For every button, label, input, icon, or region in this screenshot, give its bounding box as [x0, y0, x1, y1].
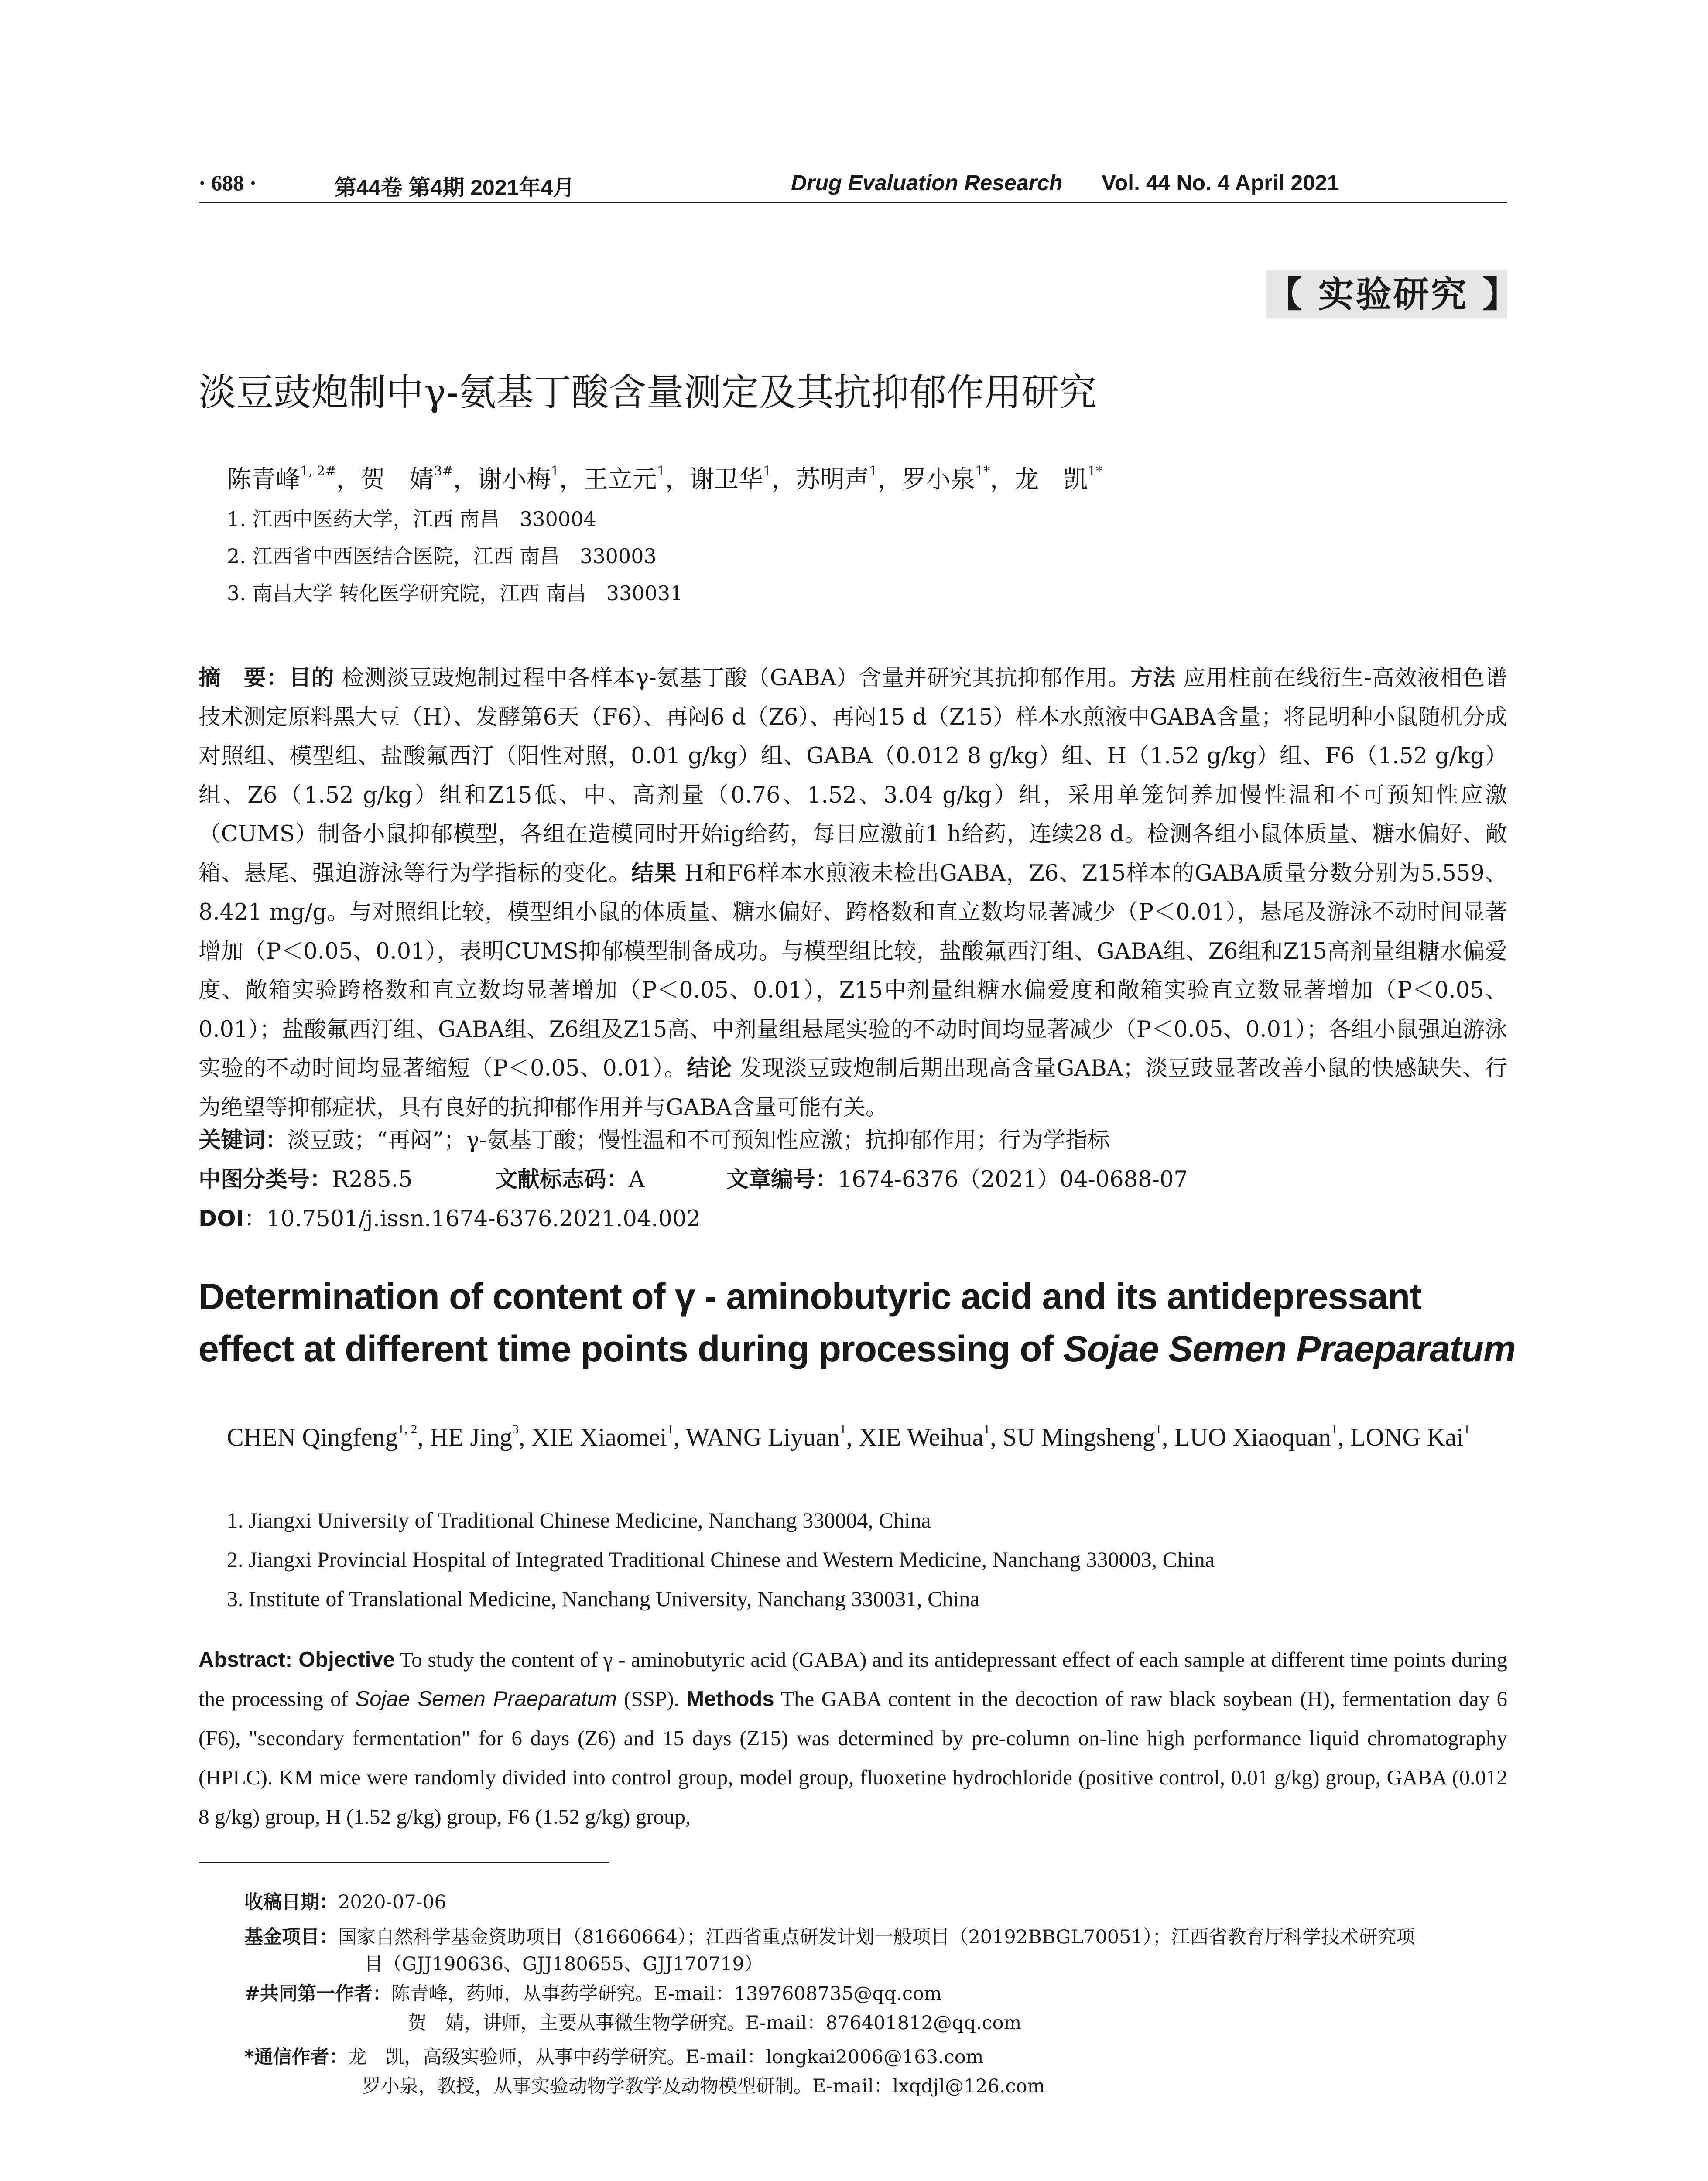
fund-label: 基金项目： — [244, 1926, 338, 1948]
journal-name: Drug Evaluation Research — [791, 171, 1063, 195]
author-sup: 1 — [763, 464, 771, 479]
author-sup: 1 — [667, 1422, 674, 1436]
keywords-label: 关键词： — [199, 1128, 288, 1153]
abstract-en-ssp: Sojae Semen Praeparatum — [355, 1687, 617, 1711]
issue-en: Vol. 44 No. 4 April 2021 — [1102, 171, 1339, 195]
doc-code — [495, 1160, 645, 1200]
author-cn: 王立元 — [583, 465, 657, 494]
results-text: H和F6样本水煎液未检出GABA，Z6、Z15样本的GABA质量分数分别为5.559、8.421 mg/g。与对照组比较，模型组小鼠的体质量、糖水偏好、跨格数和直立数均显著减少（P＜0.01），悬尾及游泳不动时间显著增加（P＜0.05、0.01），表明CUMS抑郁模型制备成功。与模型组比较，盐酸氟西汀组、GABA组、Z6组和Z15高剂量组糖水偏爱度、敞箱实验跨格数和直立数均显著增加（P＜0.05、0.01），Z15中剂量组糖水偏爱度和敞箱实验直立数显著增加（P＜0.05、0.01）；盐酸氟西汀组、GABA组、Z6组及Z15高、中剂量组悬尾实验的不动时间均显著减少（P＜0.05、0.01）；各组小鼠强迫游泳实验的不动时间均显著缩短（P＜0.05、0.01）。 — [199, 860, 1507, 1081]
section-tag: 【 实验研究 】 — [1266, 270, 1507, 318]
article-number — [726, 1160, 1188, 1200]
corresponding-label: *通信作者： — [244, 2046, 348, 2068]
author-sup: 1 — [1463, 1422, 1470, 1436]
fund-text-cont: 目（GJJ190636、GJJ180655、GJJ170719） — [364, 1953, 763, 1975]
abstract-en-objective-end: (SSP). — [616, 1687, 687, 1711]
abstract-en-methods: The GABA content in the decoction of raw black soybean (H), fermentation day 6 (F6), "secondary fermentation" for 6 days (Z6) and 15 days (Z15) was determined by pre-column on-line high performance liquid chromatography (HPLC). KM mice were randomly divided into control group, model group, fluoxetine hydrochloride (positive control, 0.01 g/kg) group, GABA (0.012 8 g/kg) group, H (1.52 g/kg) group, F6 (1.52 g/kg) group, — [199, 1687, 1507, 1829]
title-cn: 淡豆豉炮制中γ-氨基丁酸含量测定及其抗抑郁作用研究 — [199, 371, 1097, 414]
author-sup: 1 — [657, 464, 665, 479]
author-en: XIE Xiaomei — [531, 1423, 667, 1451]
author-cn: 谢小梅 — [477, 465, 551, 494]
received-label: 收稿日期： — [244, 1891, 338, 1913]
objective-label: 目的 — [289, 665, 335, 691]
author-sup: 1* — [975, 464, 990, 479]
doi-line — [199, 1200, 701, 1239]
first-author-2: 贺 婧，讲师，主要从事微生物学研究。E-mail：876401812@qq.com — [408, 2012, 1022, 2034]
author-cn: 罗小泉 — [902, 465, 975, 494]
author-sup: 1, 2 — [397, 1422, 418, 1436]
article-value: 1674-6376（2021）04-0688-07 — [838, 1167, 1188, 1193]
abstract-cn — [199, 659, 1507, 1127]
abstract-en-label: Abstract: Objective — [199, 1648, 395, 1672]
doi-value: ：10.7501/j.issn.1674-6376.2021.04.002 — [244, 1206, 701, 1232]
abstract-en-objective: To study the content of γ - aminobutyric acid (GABA) and its antidepressant effect of each sample at different time points during the processing of — [199, 1648, 1507, 1711]
doi-label: DOI — [199, 1206, 244, 1232]
title-en-main: Determination of content of γ - aminobutyric acid and its antidepressant effect at different time points during processing of — [199, 1276, 1422, 1369]
first-author-label: #共同第一作者： — [244, 1983, 392, 2005]
author-cn: 谢卫华 — [689, 465, 763, 494]
affiliation-en: 2. Jiangxi Provincial Hospital of Integrated Traditional Chinese and Western Medicine, Nanchang 330003, China — [227, 1547, 1215, 1572]
objective-text: 检测淡豆豉炮制过程中各样本γ-氨基丁酸（GABA）含量并研究其抗抑郁作用。 — [342, 665, 1131, 691]
issue-cn: 第44卷 第4期 2021年4月 — [335, 175, 575, 200]
keywords-text: 淡豆豉；“再闷”；γ-氨基丁酸；慢性温和不可预知性应激；抗抑郁作用；行为学指标 — [288, 1128, 1110, 1153]
footnote-first-author — [244, 1980, 942, 2007]
footnote-rule — [199, 1862, 609, 1863]
clc-label: 中图分类号： — [199, 1167, 332, 1193]
author-sup: 3 — [512, 1422, 519, 1436]
corresponding-2: 罗小泉，教授，从事实验动物学教学及动物模型研制。E-mail：lxqdjl@126.com — [362, 2075, 1045, 2097]
author-en: LONG Kai — [1350, 1423, 1464, 1451]
page-number: · 688 · — [199, 171, 257, 195]
conclusion-label: 结论 — [687, 1056, 732, 1081]
affiliation-en: 3. Institute of Translational Medicine, Nanchang University, Nanchang 330031, China — [227, 1586, 980, 1611]
doc-value: A — [629, 1167, 645, 1193]
author-sup: 1 — [1331, 1422, 1338, 1436]
conclusion-text: 发现淡豆豉炮制后期出现高含量GABA；淡豆豉显著改善小鼠的快感缺失、行为绝望等抑郁症状，具有良好的抗抑郁作用并与GABA含量可能有关。 — [199, 1056, 1507, 1121]
header-rule — [199, 202, 1507, 203]
footnote-received — [244, 1889, 446, 1916]
affiliation-cn: 1. 江西中医药大学，江西 南昌 330004 — [227, 507, 596, 531]
keywords-cn — [199, 1121, 1110, 1160]
authors-en: CHEN Qingfeng$^{1, 2}$, HE Jing$^3$, XIE Xiaomei$^1$, WANG Liyuan$^1$, XIE Weihua$^1$, SU Mingsheng$^1$, LUO Xiaoquan$^1$, LONG Kai$^1$ — [227, 1422, 1470, 1451]
fund-text: 国家自然科学基金资助项目（81660664）；江西省重点研发计划一般项目（20192BBGL70051）；江西省教育厅科学技术研究项 — [338, 1926, 1415, 1948]
footnote-corresponding — [244, 2044, 983, 2071]
author-sup: 1* — [1088, 464, 1103, 479]
methods-text: 应用柱前在线衍生-高效液相色谱技术测定原料黑大豆（H）、发酵第6天（F6）、再闷6 d（Z6）、再闷15 d（Z15）样本水煎液中GABA含量；将昆明种小鼠随机分成对照组、模型组、盐酸氟西汀（阳性对照，0.01 g/kg）组、GABA（0.012 8 g/kg）组、H（1.52 g/kg）组、F6（1.52 g/kg）组、Z6（1.52 g/kg）组和Z15低、中、高剂量（0.76、1.52、3.04 g/kg）组，采用单笼饲养加慢性温和不可预知性应激（CUMS）制备小鼠抑郁模型，各组在造模同时开始ig给药，每日应激前1 h给药，连续28 d。检测各组小鼠体质量、糖水偏好、敞箱、悬尾、强迫游泳等行为学指标的变化。 — [199, 665, 1508, 886]
affiliation-cn: 2. 江西省中西医结合医院，江西 南昌 330003 — [227, 544, 657, 568]
title-en — [199, 1270, 1516, 1375]
footnote-fund — [244, 1924, 1507, 1978]
affiliation-cn: 3. 南昌大学 转化医学研究院，江西 南昌 330031 — [227, 581, 683, 605]
author-cn: 龙 凯 — [1014, 465, 1088, 494]
classification-line — [199, 1160, 1507, 1200]
results-label: 结果 — [631, 860, 677, 886]
received-date: 2020-07-06 — [338, 1891, 446, 1913]
author-sup: 1 — [551, 464, 559, 479]
clc-value: R285.5 — [332, 1167, 413, 1193]
abstract-label: 摘 要： — [199, 665, 289, 691]
author-cn: 陈青峰 — [227, 465, 300, 494]
author-sup: 1 — [869, 464, 877, 479]
author-sup: 1 — [983, 1422, 990, 1436]
affiliation-en: 1. Jiangxi University of Traditional Chinese Medicine, Nanchang 330004, China — [227, 1508, 931, 1532]
author-en: HE Jing — [430, 1423, 512, 1451]
author-cn: 苏明声 — [795, 465, 869, 494]
author-cn: 贺 婧 — [360, 465, 434, 494]
clc-code — [199, 1160, 413, 1200]
author-en: WANG Liyuan — [685, 1423, 840, 1451]
article-label: 文章编号： — [726, 1167, 838, 1193]
methods-label: 方法 — [1130, 665, 1176, 691]
author-en: SU Mingsheng — [1003, 1423, 1155, 1451]
author-sup: 1, 2# — [300, 464, 336, 479]
abstract-en — [199, 1640, 1507, 1836]
doc-label: 文献标志码： — [495, 1167, 629, 1193]
corresponding-1: 龙 凯，高级实验师，从事中药学研究。E-mail：longkai2006@163.com — [348, 2046, 984, 2068]
first-author-1: 陈青峰，药师，从事药学研究。E-mail：1397608735@qq.com — [391, 1983, 942, 2005]
running-header — [199, 170, 1507, 200]
author-en: XIE Weihua — [859, 1423, 984, 1451]
authors-cn: 陈青峰$^{1, 2\#}$，贺 婧$^{3\#}$，谢小梅$^1$，王立元$^1$，谢卫华$^1$，苏明声$^1$，罗小泉$^{1*}$，龙 凯$^{1*}$ — [227, 464, 1103, 494]
author-en: LUO Xiaoquan — [1174, 1423, 1331, 1451]
author-en: CHEN Qingfeng — [227, 1423, 398, 1451]
abstract-en-methods-label: Methods — [686, 1687, 774, 1711]
title-en-italic: Sojae Semen Praeparatum — [1063, 1328, 1516, 1369]
author-sup: 3# — [434, 464, 453, 479]
author-sup: 1 — [1155, 1422, 1162, 1436]
author-sup: 1 — [839, 1422, 846, 1436]
